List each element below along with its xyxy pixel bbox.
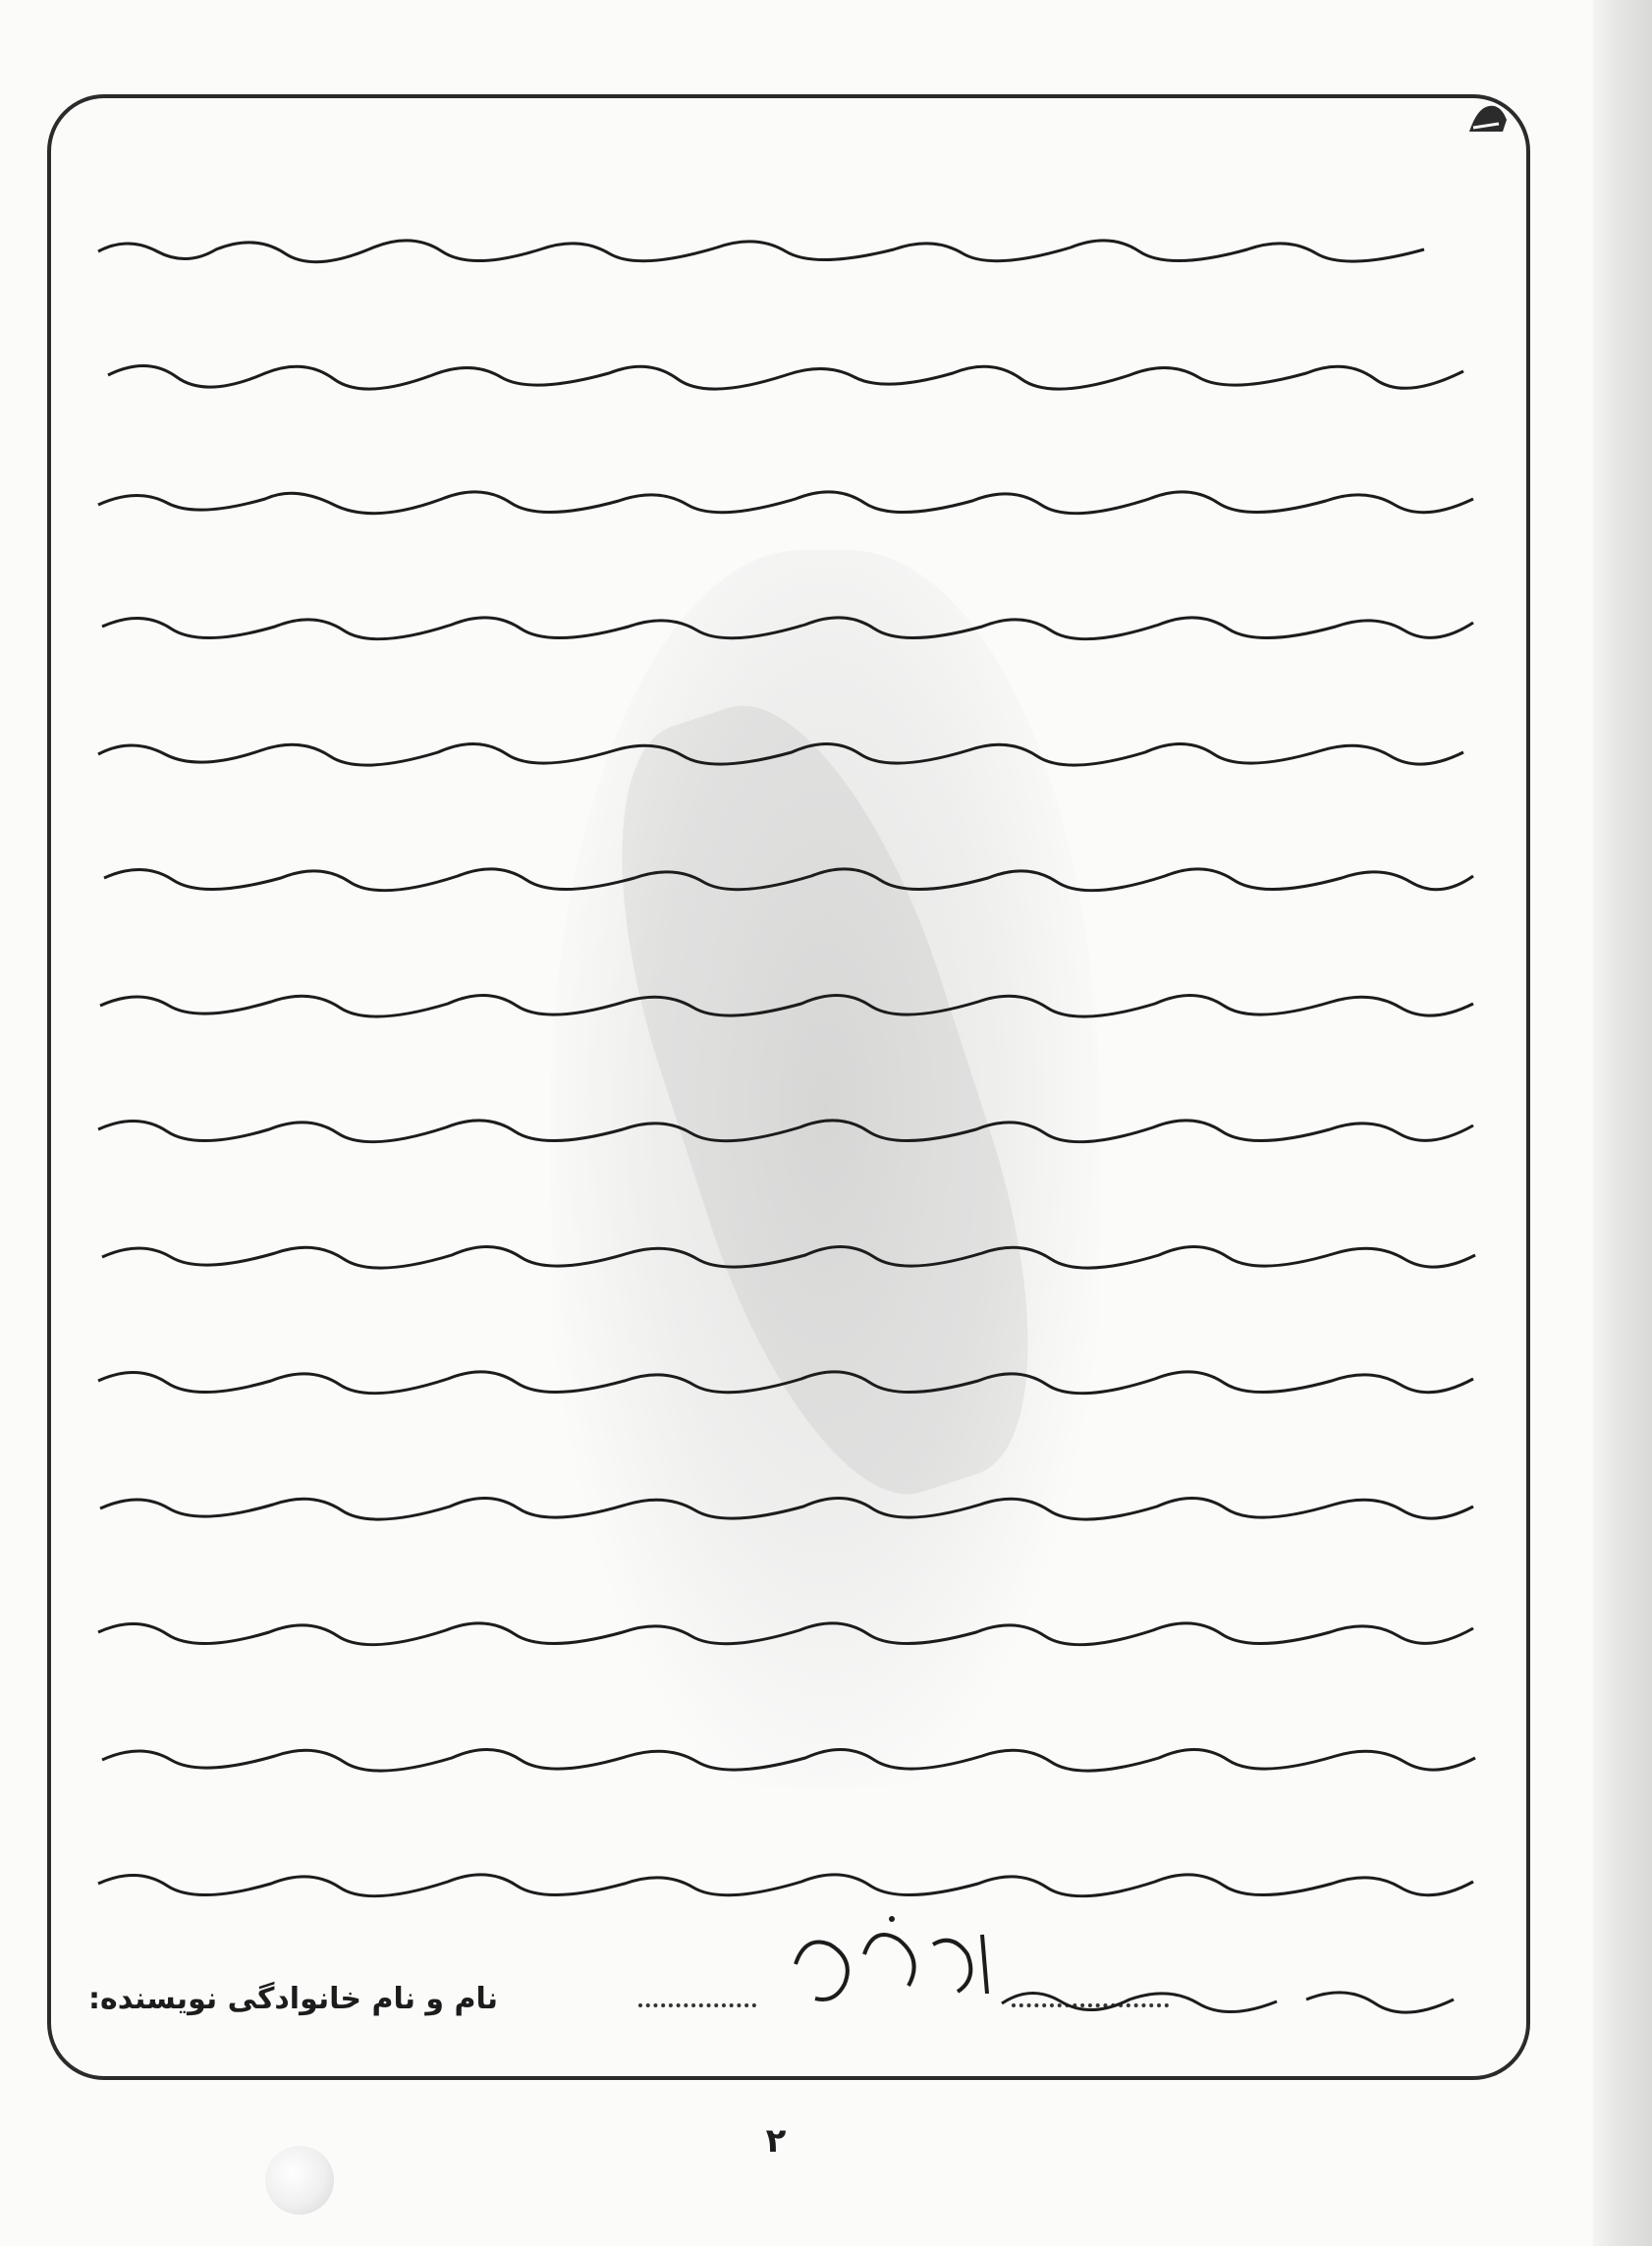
handwritten-line <box>88 1715 1483 1783</box>
handwritten-line <box>88 1086 1483 1155</box>
author-name-label: نام و نام خانوادگی نویسنده: <box>88 1982 499 2016</box>
scan-edge <box>1593 0 1652 2246</box>
pen-mark-icon <box>1463 98 1513 141</box>
closing-greeting <box>992 1964 1483 2023</box>
signature <box>776 1905 1012 2023</box>
handwritten-line <box>88 332 1483 401</box>
footer <box>88 1905 1493 2023</box>
punch-hole-icon <box>265 2146 334 2215</box>
handwritten-line <box>88 960 1483 1029</box>
handwritten-line <box>88 206 1483 275</box>
handwritten-line <box>88 709 1483 778</box>
page-number: ۲ <box>765 2121 787 2161</box>
handwritten-body <box>88 206 1493 2053</box>
handwritten-line <box>88 1589 1483 1658</box>
handwritten-line <box>88 583 1483 652</box>
handwritten-line <box>88 1212 1483 1281</box>
handwritten-line <box>88 835 1483 904</box>
handwritten-line <box>88 1840 1483 1909</box>
handwritten-line <box>88 1463 1483 1532</box>
handwritten-line <box>88 458 1483 526</box>
dotted-line <box>638 1999 756 2007</box>
handwritten-line <box>88 1338 1483 1406</box>
